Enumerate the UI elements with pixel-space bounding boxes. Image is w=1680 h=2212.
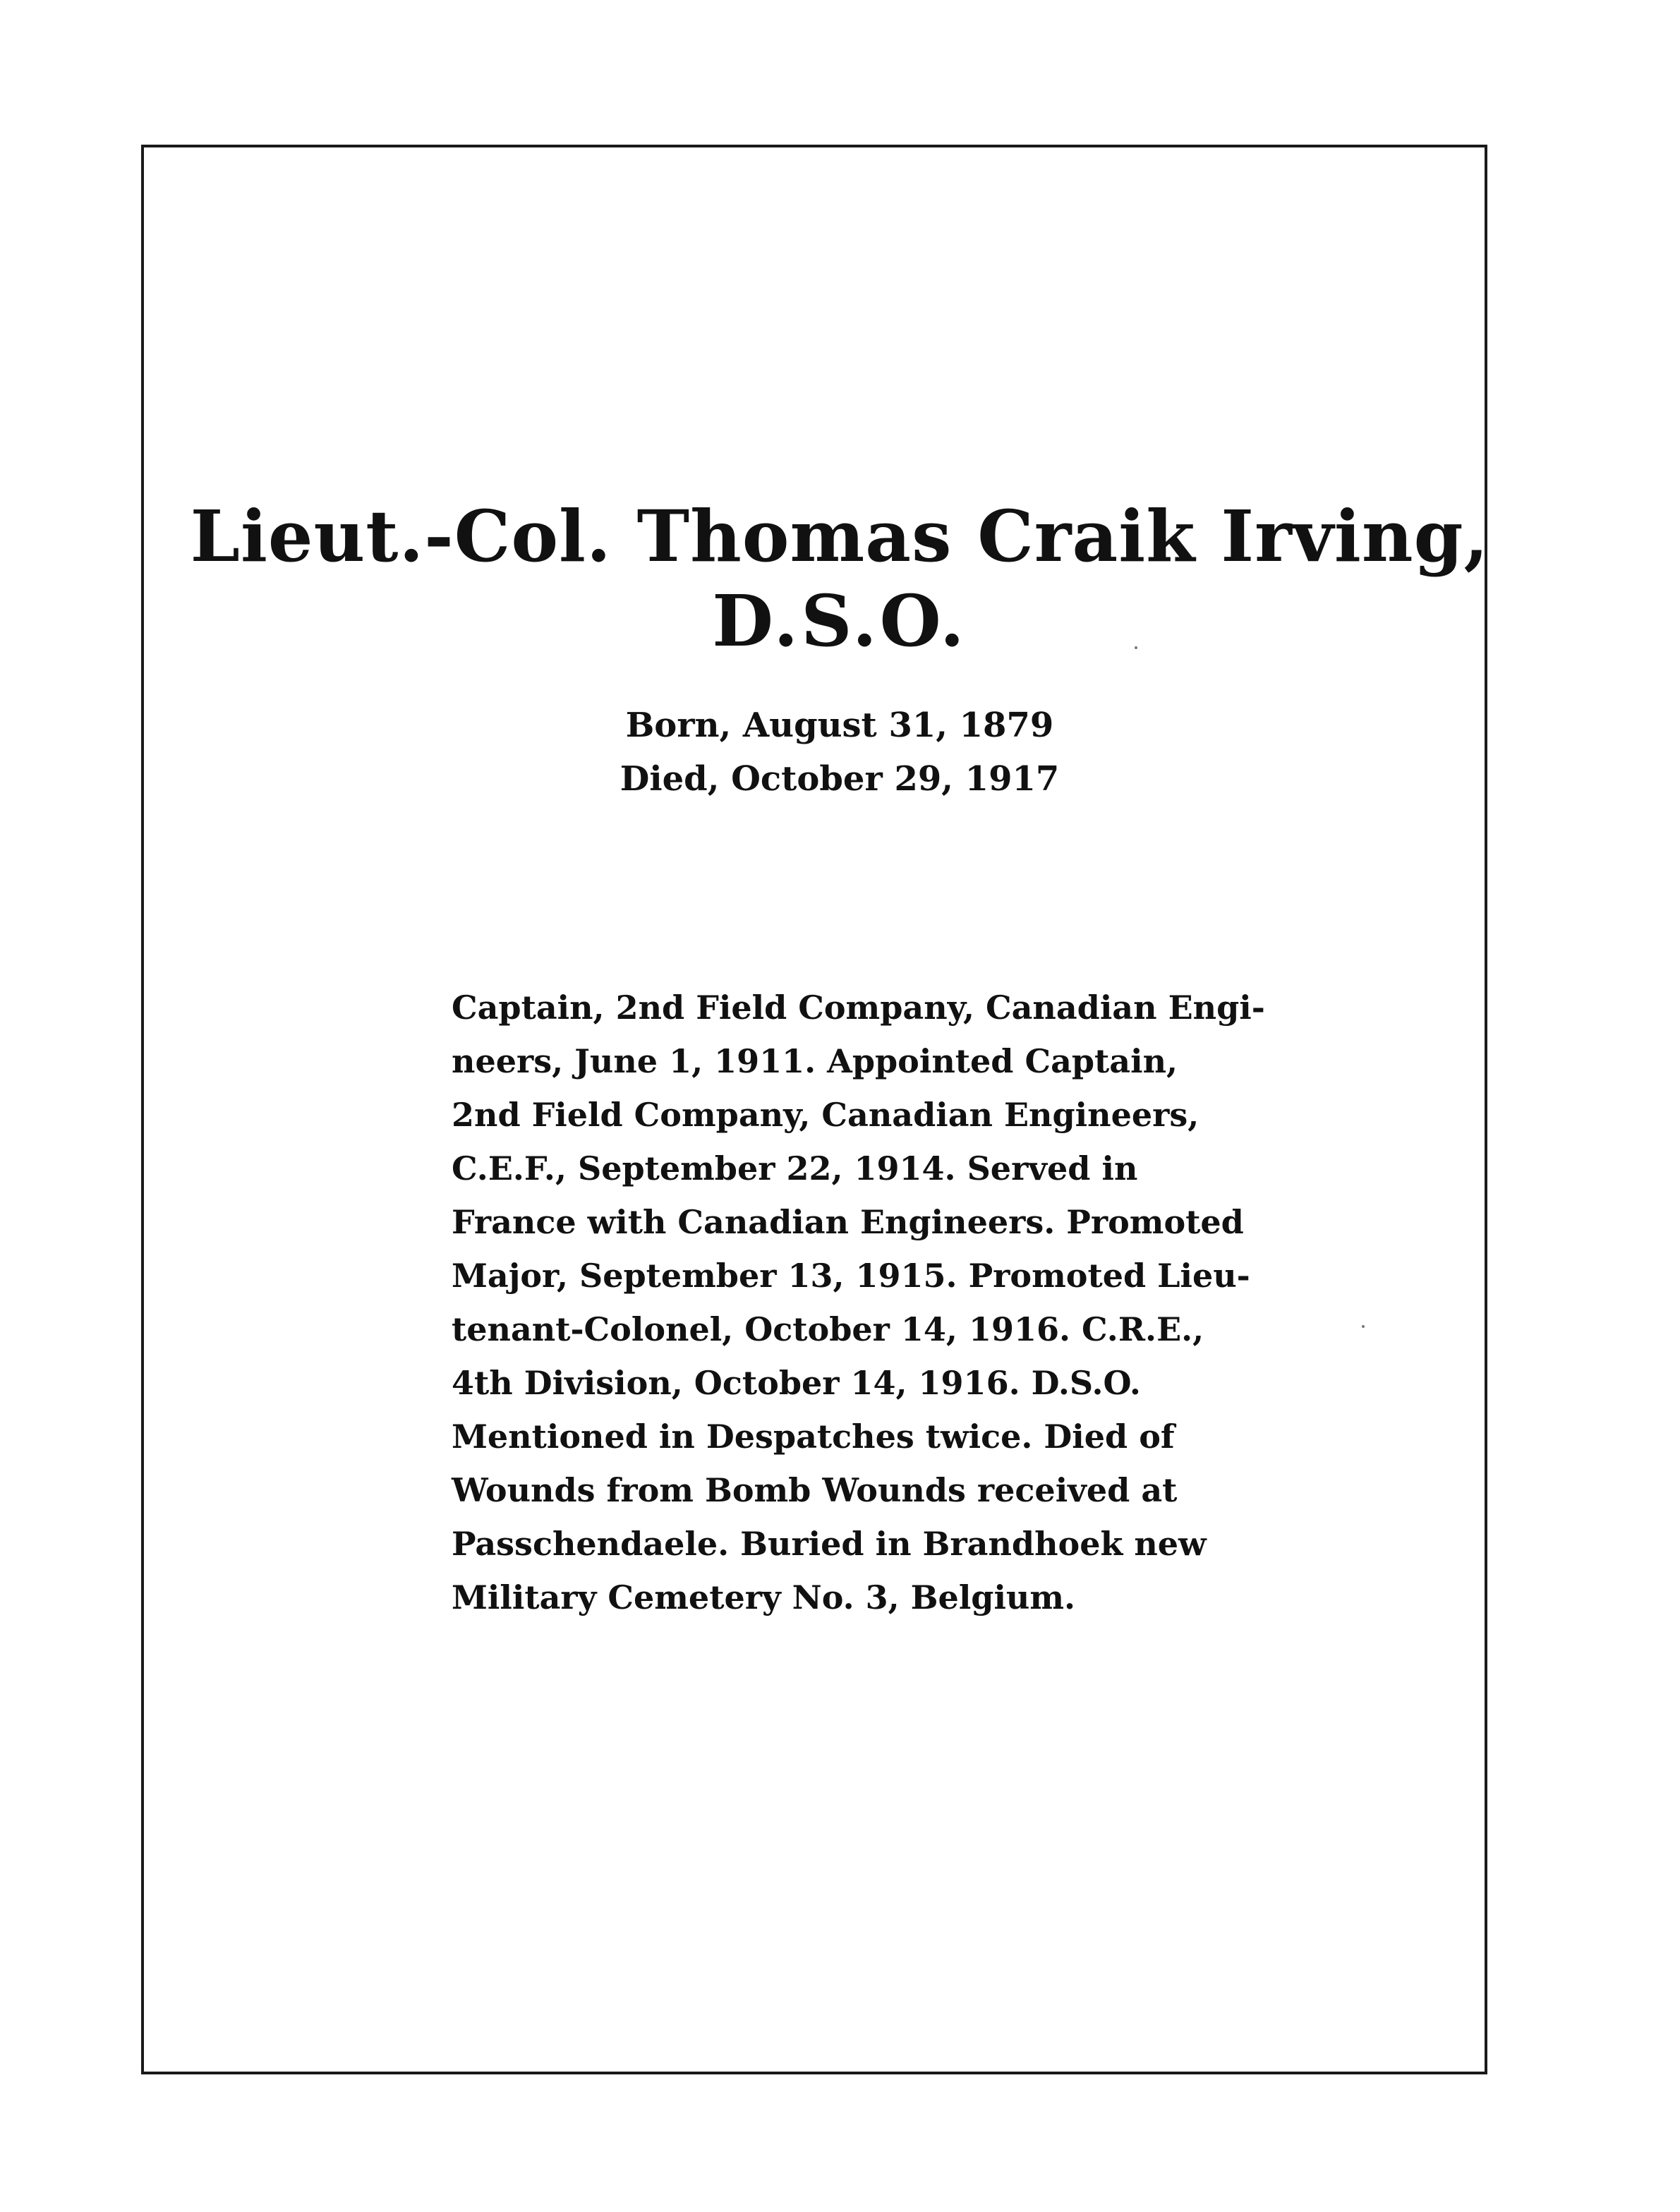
- bio-line: 4th Division, October 14, 1916. D.S.O.: [452, 1364, 1141, 1402]
- title-block: [141, 494, 1538, 663]
- death-date: Died, October 29, 1917: [620, 759, 1060, 799]
- biography: [452, 981, 1265, 1624]
- bio-line: Wounds from Bomb Wounds received at: [452, 1471, 1178, 1509]
- bio-line: Mentioned in Despatches twice. Died of: [452, 1418, 1175, 1456]
- bio-line: tenant-Colonel, October 14, 1916. C.R.E.,: [452, 1310, 1204, 1348]
- dates-block: [141, 699, 1538, 806]
- bio-line: neers, June 1, 1911. Appointed Captain,: [452, 1042, 1178, 1080]
- bio-line: C.E.F., September 22, 1914. Served in: [452, 1149, 1138, 1187]
- bio-line: Captain, 2nd Field Company, Canadian Engi-: [452, 989, 1265, 1027]
- bio-line: France with Canadian Engineers. Promoted: [452, 1203, 1244, 1241]
- bio-line: Major, September 13, 1915. Promoted Lieu-: [452, 1257, 1250, 1295]
- scan-speck: [1135, 646, 1137, 649]
- title-honours: D.S.O.: [712, 579, 967, 663]
- bio-line: Passchendaele. Buried in Brandhoek new: [452, 1525, 1207, 1563]
- page-title: Lieut.-Col. Thomas Craik Irving,: [190, 495, 1489, 578]
- scan-speck: [1362, 1325, 1365, 1328]
- bio-line: 2nd Field Company, Canadian Engineers,: [452, 1096, 1199, 1134]
- birth-date: Born, August 31, 1879: [625, 706, 1054, 745]
- bio-line: Military Cemetery No. 3, Belgium.: [452, 1578, 1076, 1616]
